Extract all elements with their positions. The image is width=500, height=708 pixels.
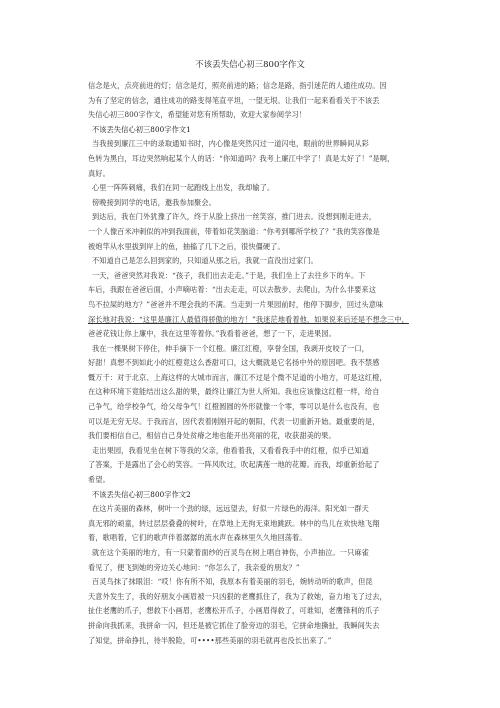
text-line: 看见了，便飞到她的旁边关心地问：“你怎么了，我亲爱的朋友？” [88,562,300,572]
text-line: 在这种环境下竟能结出这么甜的果，最终让廉江为世人所知。我也应该像这红橙一样，给自 [88,387,380,397]
text-line: 爸爸花钱让你上廉中，我在这里等着你。”我看着爸爸，想了一下，走进果园。 [88,329,336,339]
text-line: 傍晚接到同学的电话，邀我参加聚会。 [92,197,216,207]
text-line: 百灵鸟抹了抹眼泪：“哎！你有所不知，我原本有着美丽的羽毛，婉转动听的歌声，但昆 [92,577,373,587]
text-line: 着，歌唱着，它们的歌声伴着潺潺的流水声在森林里久久地回荡着。 [88,533,307,543]
text-line: 到达后，我在门外犹豫了许久，终于从脸上挤出一丝笑容，推门进去。没想到刚走进去， [92,212,377,222]
text-line: 色转为黑白，耳边突然响起某个人的话：“你知道吗？我考上廉江中学了！真是太好了！”是啊， [88,153,395,163]
text-line: 了知觉，拼命挣扎，待半脱险，可••••那些美丽的羽毛就再也没长出来了。” [88,635,332,645]
text-line: 在这片美丽的森林，树叶一个劲的绿，远远望去，好似一片绿色的海洋。阳光如一群天 [92,504,369,514]
text-line: 当我接到廉江三中的录取通知书时，内心像是突然闪过一道闪电，眼前的世界瞬间从彩 [92,139,369,149]
text-line: 可以是无穷无尽。于我而言，因代表着刚刚开起的朝阳，代表一切重新开始。最重要的是， [88,416,380,426]
text-line: 为有了坚定的信念，通往成功的路变得笔直平坦，一望无垠。让我们一起来看看关于不该丢 [88,95,380,105]
text-line: 不知道自己是怎么回到家的，只知道从那之后，我就一直没出过家门。 [92,256,318,266]
text-line: 了答案，于是露出了会心的笑容。一阵风吹过，吹起满莲一地的花瓣。而我，却重新拾起了 [88,460,380,470]
text-line: 真好。 [88,168,110,178]
text-line: 己争气，给学校争气，给父母争气！红橙圆圆的外形就像一个零，零可以是什么也没有，也 [88,402,380,412]
document-body [88,79,418,648]
text-line: 车后，我跟在爸爸后面，小声嘀咕着：“出去走走，可以去散步、去爬山，为什么非要来这 [88,285,376,295]
text-line: 真无邪的顽童，转过层层叠叠的树叶，在草地上无拘无束地跳跃。林中的鸟儿在欢快地飞翔 [88,518,380,528]
text-line: 失信心初三800字作文，希望能对您有所帮助，欢迎大家参阅学习！ [88,110,307,120]
text-line: 被炮竿从水里拔到岸上的鱼，抽搐了几下之后，很快僵硬了。 [88,241,285,251]
text-line: 拼命向我抓来，我拼命一闪，但还是被它抓住了脸旁边的羽毛，它拼命地撕扯，我瞬间失去 [88,620,380,630]
text-line: 希望。 [88,475,110,485]
text-line: 深长地对我说：“这里是廉江人最值得骄傲的地方！”我迷茫地看着他，如果说来后还是不想念三中， [88,314,409,324]
text-line: 就在这个美丽的地方，有一只蒙着面纱的百灵鸟在树上唱自神伤，小声抽泣。一只麻雀 [92,548,369,557]
text-line: 一天，爸爸突然对我说：“孩子，我们出去走走。”于是，我们坐上了去往乡下的车。下 [92,270,366,280]
text-line: 鸟不拉屎的地方？”爸爸并不理会我的不满。当走到一片果园前时，他停下脚步，回过头意味 [88,299,384,309]
text-line: 我们要相信自己，相信自己身处贫瘠之地也能开出亮丽的花，收获甜美的果。 [88,431,336,441]
text-line: 好甜！真想不到如此小的红橙竟这么香甜可口，这大概就是它名扬中外的原因吧。我不禁感 [88,358,380,368]
text-line: 慨万千：对于北京、上海这样的大城市而言，廉江不过是个微不足道的小地方，可是这红橙， [88,372,387,382]
text-line: 信念是火，点亮前进的灯；信念是灯，照亮前进的路；信念是路，指引迷茫的人通往成功。因 [88,81,387,90]
text-line: 扯住老鹰的爪子，想救下小画眉，老鹰松开爪子，小画眉得救了，可谁知，老鹰锋利的爪子 [88,606,380,616]
text-line: 一个人像百米冲刺似的冲到我面前，带着如花笑脑道：“你考到哪所学校了？”我的笑容像是 [88,226,380,236]
document-title: 不该丢失信心初三800字作文 [195,60,305,70]
section-heading: 不该丢失信心初三800字作文2 [92,489,191,499]
text-line: 我在一棵果树下停住，伸手摘下一个红橙。廉江红橙，享誉全国，我剥开皮咬了一口， [92,343,369,353]
text-line: 走出果园，我看见坐在树下等我的父亲，他看着我，又看看我手中的红橙，似乎已知道 [92,445,369,455]
text-line: 心里一阵阵刺痛，我们在同一起跑线上出发，我却输了。 [92,183,275,193]
section-heading: 不该丢失信心初三800字作文1 [92,124,191,134]
text-line: 天意外发生了，我的好朋友小画眉被一只凶狠的老鹰抓住了，我为了救她，奋力地飞了过去， [88,591,387,601]
